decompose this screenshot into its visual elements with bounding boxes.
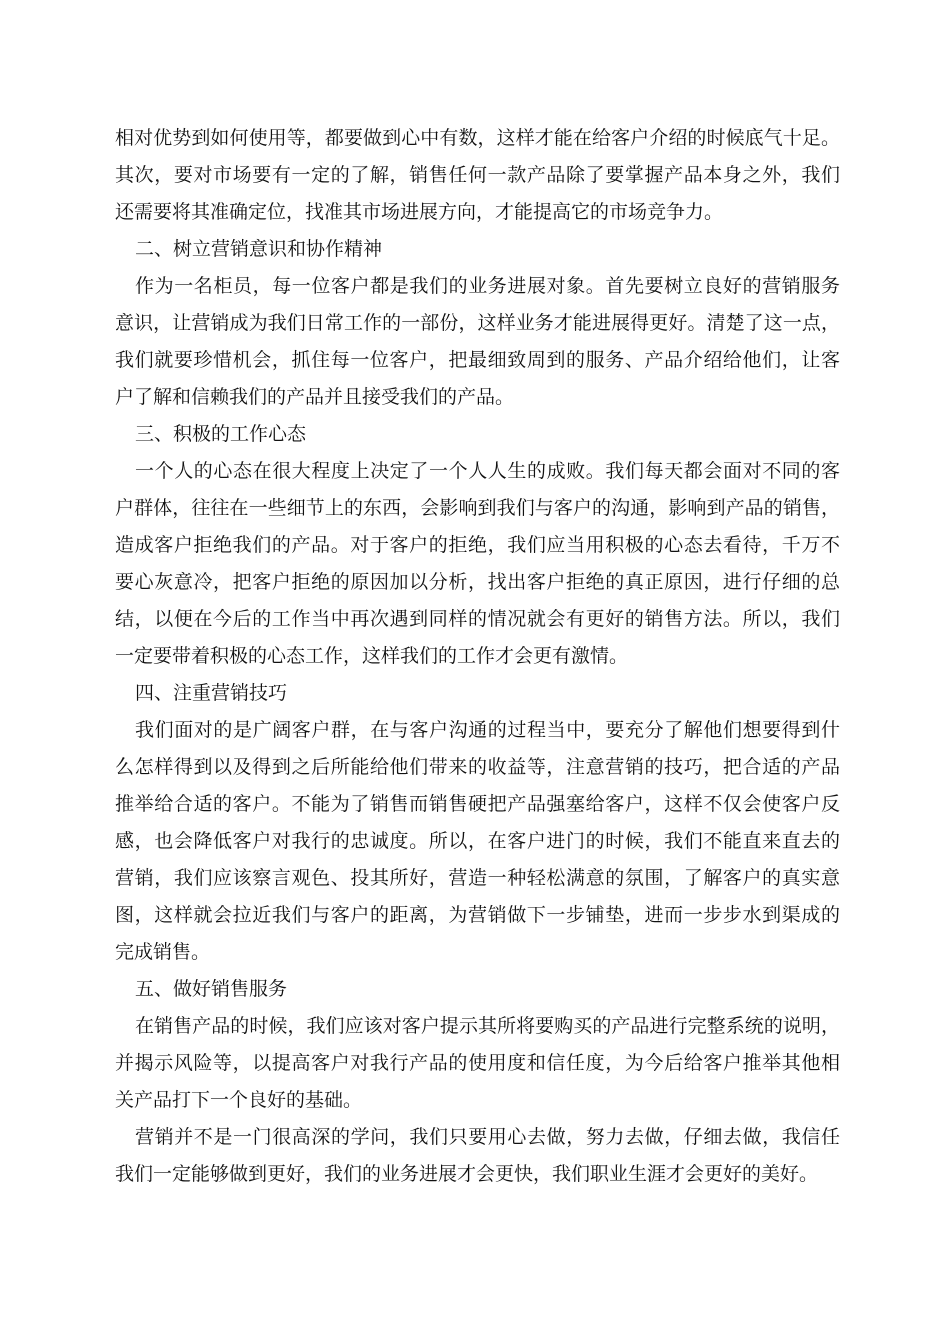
body-text-line: 意识，让营销成为我们日常工作的一部份，这样业务才能进展得更好。清楚了这一点， (115, 312, 840, 334)
body-text-line: 完成销售。 (115, 941, 211, 963)
body-text-line: 感，也会降低客户对我行的忠诚度。所以，在客户进门的时候，我们不能直来直去的 (115, 830, 840, 852)
body-text-line: 在销售产品的时候，我们应该对客户提示其所将要购买的产品进行完整系统的说明， (135, 1015, 840, 1037)
body-text-line: 还需要将其准确定位，找准其市场进展方向，才能提高它的市场竞争力。 (115, 201, 724, 223)
body-text-line: 并揭示风险等，以提高客户对我行产品的使用度和信任度，为今后给客户推举其他相 (115, 1052, 840, 1074)
body-text-line: 结，以便在今后的工作当中再次遇到同样的情况就会有更好的销售方法。所以，我们 (115, 608, 840, 630)
body-text-line: 造成客户拒绝我们的产品。对于客户的拒绝，我们应当用积极的心态去看待，千万不 (115, 534, 840, 556)
body-text-line: 其次，要对市场要有一定的了解，销售任何一款产品除了要掌握产品本身之外，我们 (115, 164, 840, 186)
section-heading: 二、树立营销意识和协作精神 (135, 238, 383, 260)
body-text-line: 营销并不是一门很高深的学问，我们只要用心去做，努力去做，仔细去做，我信任 (135, 1126, 840, 1148)
body-text-line: 我们一定能够做到更好，我们的业务进展才会更快，我们职业生涯才会更好的美好。 (115, 1163, 819, 1185)
body-text-line: 图，这样就会拉近我们与客户的距离，为营销做下一步铺垫，进而一步步水到渠成的 (115, 904, 840, 926)
body-text-line: 要心灰意冷，把客户拒绝的原因加以分析，找出客户拒绝的真正原因，进行仔细的总 (115, 571, 840, 593)
body-text-line: 相对优势到如何使用等，都要做到心中有数，这样才能在给客户介绍的时候底气十足。 (115, 127, 840, 149)
body-text-line: 一个人的心态在很大程度上决定了一个人人生的成败。我们每天都会面对不同的客 (135, 460, 840, 482)
body-text-line: 一定要带着积极的心态工作，这样我们的工作才会更有激情。 (115, 645, 629, 667)
body-text-line: 我们面对的是广阔客户群，在与客户沟通的过程当中，要充分了解他们想要得到什 (135, 719, 840, 741)
body-text-line: 作为一名柜员，每一位客户都是我们的业务进展对象。首先要树立良好的营销服务 (135, 275, 840, 297)
section-heading: 五、做好销售服务 (135, 978, 288, 1000)
body-text-line: 推举给合适的客户。不能为了销售而销售硬把产品强塞给客户，这样不仅会使客户反 (115, 793, 840, 815)
section-heading: 四、注重营销技巧 (135, 682, 288, 704)
body-text-line: 营销，我们应该察言观色、投其所好，营造一种轻松满意的氛围，了解客户的真实意 (115, 867, 840, 889)
body-text-line: 户了解和信赖我们的产品并且接受我们的产品。 (115, 386, 515, 408)
body-text-line: 么怎样得到以及得到之后所能给他们带来的收益等，注意营销的技巧，把合适的产品 (115, 756, 840, 778)
body-text-line: 户群体，往往在一些细节上的东西，会影响到我们与客户的沟通，影响到产品的销售， (115, 497, 840, 519)
body-text-line: 关产品打下一个良好的基础。 (115, 1089, 363, 1111)
section-heading: 三、积极的工作心态 (135, 423, 307, 445)
body-text-line: 我们就要珍惜机会，抓住每一位客户，把最细致周到的服务、产品介绍给他们，让客 (115, 349, 840, 371)
